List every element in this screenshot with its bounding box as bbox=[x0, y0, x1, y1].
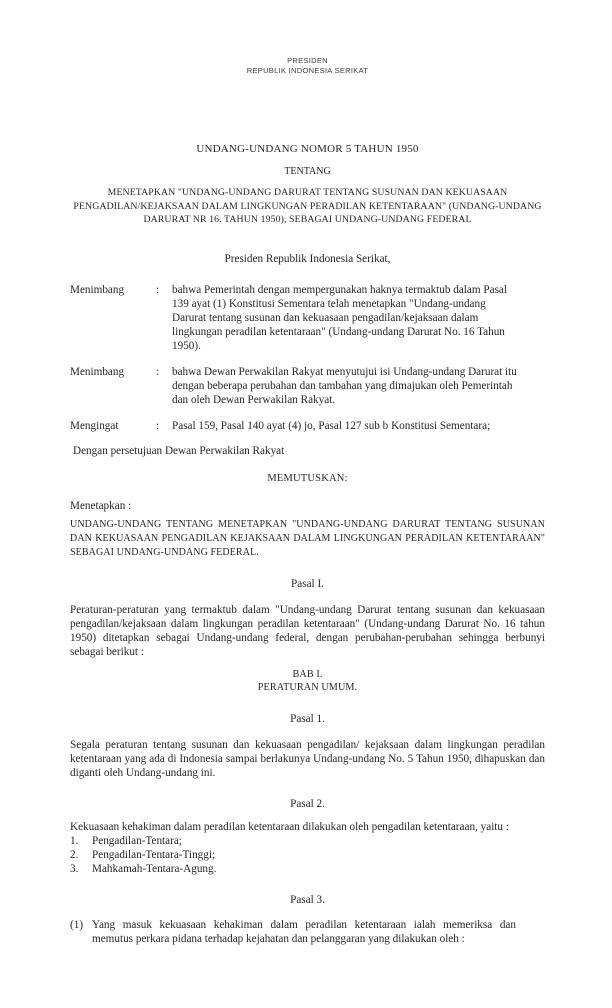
pasal-1-body: Segala peraturan tentang susunan dan kekuasaan pengadilan/ kejaksaan dalam lingkungan peradilan ketentaraan yang ada di Indonesia sampai berlakunya Undang-undang No. 5 Tahun 1950, dihapuskan dan diganti oleh Undang-undang ini. bbox=[70, 738, 545, 779]
considerations-block bbox=[70, 283, 545, 433]
list-item-number: 3. bbox=[70, 862, 79, 875]
consideration-colon: : bbox=[156, 365, 160, 378]
consideration-text: bahwa Dewan Perwakilan Rakyat menyutujui isi Undang-undang Darurat itu dengan beberapa perubahan dan tambahan yang dimajukan oleh Pemerintah dan oleh Dewan Perwakilan Rakyat. bbox=[172, 365, 517, 406]
enactment-text: UNDANG-UNDANG TENTANG MENETAPKAN "UNDANG-UNDANG DARURAT TENTANG SUSUNAN DAN KEKUASAAN PENGADILAN KEJAKSAAN DALAM LINGKUNGAN PERADILAN KETENTARAAN" SEBAGAI UNDANG-UNDANG FEDERAL. bbox=[70, 518, 545, 558]
bab-heading: BAB I. bbox=[292, 668, 323, 680]
clause-number: (1) bbox=[70, 918, 84, 931]
clause-text: Yang masuk kekuasaan kehakiman dalam peradilan ketentaraan ialah memeriksa dan memutus perkara pidana terhadap kejahatan dan pelanggaran yang dilakukan oleh : bbox=[92, 918, 516, 945]
document-number-title: UNDANG-UNDANG NOMOR 5 TAHUN 1950 bbox=[196, 143, 419, 155]
consideration-colon: : bbox=[156, 419, 160, 432]
list-item-number: 2. bbox=[70, 848, 79, 861]
court-list-item bbox=[70, 848, 545, 862]
court-list bbox=[70, 834, 545, 876]
menetapkan-label: Menetapkan : bbox=[70, 499, 132, 512]
consideration-label: Mengingat bbox=[70, 419, 119, 432]
clause-row bbox=[70, 918, 545, 946]
consideration-label: Menimbang bbox=[70, 365, 125, 378]
memutuskan-heading: MEMUTUSKAN: bbox=[267, 472, 348, 484]
letterhead bbox=[70, 56, 545, 76]
pasal-roman-heading: Pasal I. bbox=[291, 577, 324, 590]
salutation-line: Presiden Republik Indonesia Serikat, bbox=[224, 252, 391, 265]
pasal-2-intro: Kekuasaan kehakiman dalam peradilan ketentaraan dilakukan oleh pengadilan ketentaraan, yaitu : bbox=[70, 820, 509, 833]
letterhead-line-presiden: PRESIDEN bbox=[287, 56, 328, 65]
pasal-2-heading: Pasal 2. bbox=[290, 797, 325, 810]
court-list-item bbox=[70, 862, 545, 876]
consideration-text: bahwa Pemerintah dengan mempergunakan haknya termaktub dalam Pasal 139 ayat (1) Konstitusi Sementara telah menetapkan "Undang-undang Darurat tentang susunan dan kekuasaan pengadilan/kejaksaan dalam lingkungan peradilan ketentaraan" (Undang-undang Darurat No. 16 Tahun 1950). bbox=[172, 283, 507, 352]
document-subject: MENETAPKAN "UNDANG-UNDANG DARURAT TENTANG SUSUNAN DAN KEKUASAAN PENGADILAN/KEJAKSAAN DALAM LINGKUNGAN PERADILAN KETENTARAAN" (UNDANG-UNDANG DARURAT NR 16. TAHUN 1950), SEBAGAI UNDANG-UNDANG FEDERAL bbox=[73, 187, 542, 225]
court-list-item bbox=[70, 834, 545, 848]
consideration-row-mengingat bbox=[70, 419, 545, 433]
consideration-colon: : bbox=[156, 283, 160, 296]
pasal-1-heading: Pasal 1. bbox=[290, 712, 325, 725]
bab-subheading: PERATURAN UMUM. bbox=[257, 682, 358, 693]
list-item-number: 1. bbox=[70, 834, 79, 847]
pasal-3-heading: Pasal 3. bbox=[290, 893, 325, 906]
bab-heading-block bbox=[70, 668, 545, 695]
consideration-text: Pasal 159, Pasal 140 ayat (4) jo, Pasal 127 sub b Konstitusi Sementara; bbox=[172, 419, 491, 432]
consideration-row-menimbang-2 bbox=[70, 365, 545, 407]
letterhead-line-republik: REPUBLIK INDONESIA SERIKAT bbox=[246, 66, 369, 75]
consideration-row-menimbang-1 bbox=[70, 283, 545, 353]
list-item-text: Pengadilan-Tentara; bbox=[92, 834, 182, 847]
pasal-roman-body: Peraturan-peraturan yang termaktub dalam "Undang-undang Darurat tentang susunan dan kekuasaan pengadilan/kejaksaan dalam lingkungan peradilan ketentaraan" (Undang-undang Darurat No. 16 tahun 1950) ditetapkan sebagai Undang-undang federal, dengan perubahan-perubahan sehingga berbunyi sebagai berikut : bbox=[70, 603, 545, 658]
agreement-line: Dengan persetujuan Dewan Perwakilan Rakyat bbox=[73, 444, 285, 457]
consideration-label: Menimbang bbox=[70, 283, 125, 296]
list-item-text: Pengadilan-Tentara-Tinggi; bbox=[92, 848, 216, 861]
tentang-label: TENTANG bbox=[284, 166, 331, 177]
list-item-text: Mahkamah-Tentara-Agung. bbox=[92, 862, 217, 875]
